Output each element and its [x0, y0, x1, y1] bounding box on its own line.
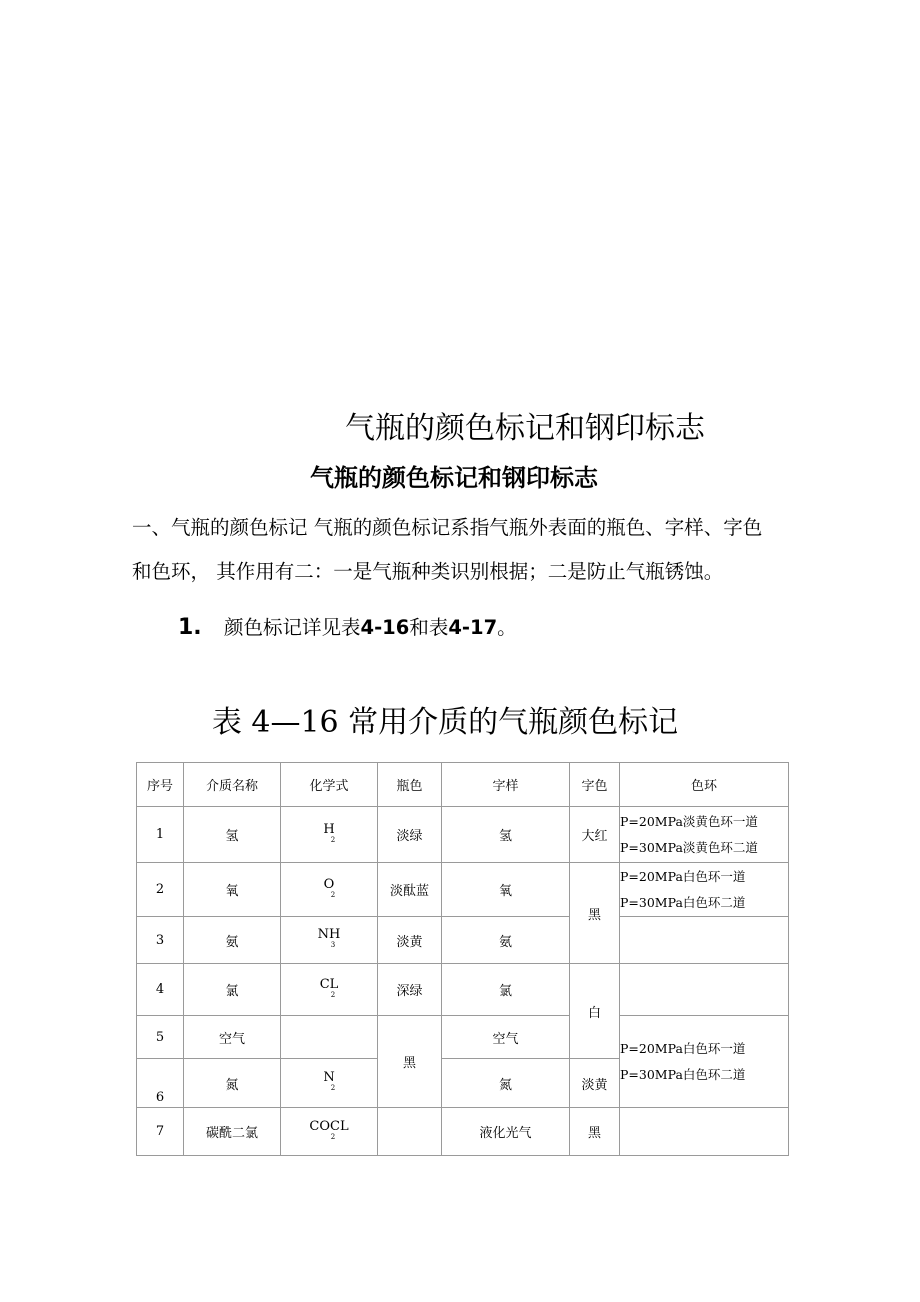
formula-text: N — [323, 1070, 335, 1085]
row-number: 5 — [137, 1016, 184, 1059]
lettering: 氨 — [442, 917, 570, 964]
formula-subscript: 2 — [330, 835, 336, 844]
formula-subscript: 2 — [330, 1132, 336, 1141]
formula-text: H — [323, 821, 335, 837]
list-item-text-a: 颜色标记详见表 — [224, 616, 361, 639]
list-item-text-b: 和表 — [409, 616, 449, 639]
bottle-color: 淡酞蓝 — [378, 863, 442, 917]
chemical-formula — [281, 863, 378, 917]
lettering-color: 白 — [570, 964, 620, 1059]
document-subtitle: 气瓶的颜色标记和钢印标志 — [310, 464, 598, 492]
chemical-formula — [281, 917, 378, 964]
paragraph-line-1: 一、气瓶的颜色标记 气瓶的颜色标记系指气瓶外表面的瓶色、字样、字色 — [132, 516, 763, 539]
lettering: 氯 — [442, 964, 570, 1016]
header-cell: 字样 — [442, 763, 570, 807]
formula-subscript: 2 — [330, 990, 336, 999]
table-caption: 表 4—16 常用介质的气瓶颜色标记 — [211, 705, 679, 740]
table-row — [137, 964, 789, 1016]
table-row — [137, 1016, 789, 1059]
formula-subscript: 2 — [330, 890, 336, 899]
row-number: 3 — [137, 917, 184, 964]
list-item-1 — [178, 608, 517, 648]
bottle-color-empty — [378, 1108, 442, 1156]
list-item-number: 1. — [178, 615, 202, 640]
list-item-text-c: 。 — [497, 616, 517, 639]
color-ring-empty — [620, 917, 789, 964]
intro-paragraph — [132, 506, 812, 594]
medium-name: 空气 — [184, 1016, 281, 1059]
row-number: 4 — [137, 964, 184, 1016]
row-number: 1 — [137, 807, 184, 863]
ring-line: P=20MPa白色环一道 — [620, 1040, 746, 1056]
formula-text: CL — [319, 976, 339, 992]
formula-text: NH — [317, 927, 341, 942]
bottle-color: 淡绿 — [378, 807, 442, 863]
formula-text: O — [323, 876, 335, 892]
color-ring — [620, 863, 789, 917]
table-row — [137, 917, 789, 964]
table-row — [137, 863, 789, 917]
row-number: 2 — [137, 863, 184, 917]
chemical-formula-empty — [281, 1016, 378, 1059]
chemical-formula — [281, 964, 378, 1016]
color-ring — [620, 1016, 789, 1108]
color-ring-empty — [620, 964, 789, 1016]
bottle-color: 淡黄 — [378, 917, 442, 964]
color-ring-empty — [620, 1108, 789, 1156]
ring-line: P=30MPa淡黄色环二道 — [620, 839, 758, 855]
row-number: 7 — [137, 1108, 184, 1156]
medium-name: 氨 — [184, 917, 281, 964]
formula-subscript: 2 — [330, 1084, 336, 1092]
header-cell: 瓶色 — [378, 763, 442, 807]
lettering: 液化光气 — [442, 1108, 570, 1156]
lettering: 氧 — [442, 863, 570, 917]
ring-line: P=20MPa白色环一道 — [620, 868, 746, 884]
medium-name: 氧 — [184, 863, 281, 917]
header-cell: 字色 — [570, 763, 620, 807]
lettering-color: 黑 — [570, 1108, 620, 1156]
bottle-color: 深绿 — [378, 964, 442, 1016]
ring-line: P=20MPa淡黄色环一道 — [620, 813, 758, 829]
header-cell: 化学式 — [281, 763, 378, 807]
table-header-row — [137, 763, 789, 807]
lettering-color: 淡黄 — [570, 1059, 620, 1108]
table-ref-1: 4-16 — [360, 616, 410, 639]
bottle-color: 黑 — [378, 1016, 442, 1108]
table-ref-2: 4-17 — [448, 616, 498, 639]
chemical-formula — [281, 1108, 378, 1156]
gas-color-table — [136, 762, 789, 1156]
header-cell: 色环 — [620, 763, 789, 807]
lettering: 空气 — [442, 1016, 570, 1059]
medium-name: 碳酰二氯 — [184, 1108, 281, 1156]
header-cell: 介质名称 — [184, 763, 281, 807]
chemical-formula — [281, 807, 378, 863]
medium-name: 氢 — [184, 807, 281, 863]
row-number: 6 — [137, 1059, 184, 1108]
table-row — [137, 807, 789, 863]
lettering-color: 大红 — [570, 807, 620, 863]
color-ring — [620, 807, 789, 863]
medium-name: 氯 — [184, 964, 281, 1016]
paragraph-line-2: 和色环， 其作用有二：一是气瓶种类识别根据；二是防止气瓶锈蚀。 — [132, 560, 724, 583]
medium-name: 氮 — [184, 1059, 281, 1108]
document-title: 气瓶的颜色标记和钢印标志 — [345, 411, 705, 446]
lettering: 氮 — [442, 1059, 570, 1108]
chemical-formula — [281, 1059, 378, 1108]
table-row — [137, 1108, 789, 1156]
lettering: 氢 — [442, 807, 570, 863]
formula-subscript: 3 — [330, 941, 336, 949]
lettering-color: 黑 — [570, 863, 620, 964]
ring-line: P=30MPa白色环二道 — [620, 1066, 746, 1082]
ring-line: P=30MPa白色环二道 — [620, 894, 746, 910]
formula-text: COCL — [309, 1118, 349, 1134]
header-cell: 序号 — [137, 763, 184, 807]
